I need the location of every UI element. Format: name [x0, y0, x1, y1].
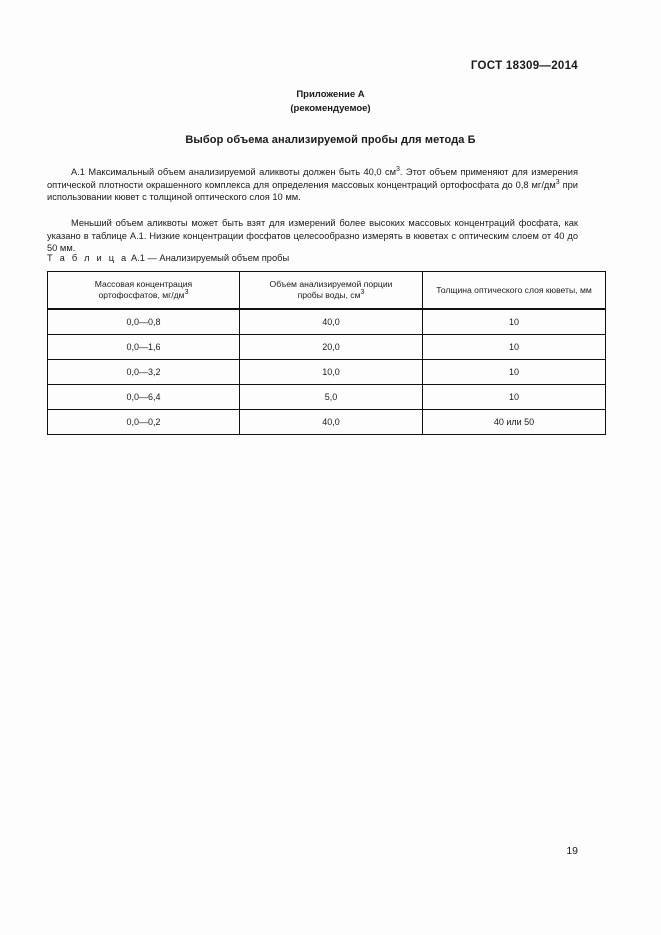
cell-concentration: 0,0—3,2 [48, 360, 240, 385]
page-number: 19 [566, 845, 578, 857]
paragraph-a1-note-text: Меньший объем аликвоты может быть взят для измерений более высоких массовых концентраций фосфата, как указано в таблице А.1. Низкие концентрации фосфатов целесообразно измерять в кюветах с оптическим слоем от 40 до 50 мм. [47, 218, 578, 254]
cell-concentration: 0,0—0,2 [48, 410, 240, 435]
standard-identifier-header: ГОСТ 18309—2014 [470, 60, 578, 72]
cell-volume: 10,0 [240, 360, 423, 385]
table-body [48, 309, 606, 435]
sample-volume-table [47, 271, 606, 435]
table-header-cell-thickness [423, 272, 606, 310]
table-row [48, 410, 606, 435]
header-concentration-superscript: 3 [184, 289, 189, 297]
cell-volume: 5,0 [240, 385, 423, 410]
cell-volume: 40,0 [240, 309, 423, 335]
table-row [48, 309, 606, 335]
table-caption-text: А.1 — Анализируемый объем пробы [130, 253, 290, 263]
paragraph-a1-segment-1: А.1 Максимальный объем анализируемой аликвоты должен быть 40,0 см [71, 167, 397, 177]
annex-title: Приложение А [296, 89, 365, 100]
table-header-cell-concentration [48, 272, 240, 310]
cell-volume: 20,0 [240, 335, 423, 360]
table-row [48, 385, 606, 410]
paragraph-a1-note [47, 217, 578, 255]
header-volume-line1: Объем анализируемой порции [269, 279, 393, 289]
header-volume-superscript: 3 [360, 289, 365, 297]
cell-volume: 40,0 [240, 410, 423, 435]
header-volume-line2: пробы воды, см [297, 290, 361, 300]
header-concentration-line2: ортофосфатов, мг/дм [98, 290, 185, 300]
cell-thickness: 10 [423, 309, 606, 335]
superscript-cubic-1: 3 [396, 165, 400, 173]
cell-thickness: 10 [423, 360, 606, 385]
paragraph-a1-text [47, 166, 578, 204]
table-header-row [48, 272, 606, 310]
annex-title-block [0, 88, 661, 116]
section-heading: Выбор объема анализируемой пробы для метода Б [185, 134, 476, 146]
paragraph-a1-segment-3: при использовании кювет с толщиной оптического слоя 10 мм. [47, 179, 578, 203]
table-row [48, 360, 606, 385]
table-header [48, 272, 606, 310]
cell-thickness: 10 [423, 335, 606, 360]
table-row [48, 335, 606, 360]
superscript-cubic-2: 3 [555, 178, 560, 186]
cell-concentration: 0,0—0,8 [48, 309, 240, 335]
table-caption [47, 253, 289, 263]
cell-thickness: 40 или 50 [423, 410, 606, 435]
annex-subtitle: (рекомендуемое) [290, 103, 371, 114]
table-caption-label: Т а б л и ц а [47, 253, 129, 263]
paragraph-a1 [47, 166, 578, 204]
cell-concentration: 0,0—6,4 [48, 385, 240, 410]
table-header-cell-volume [240, 272, 423, 310]
paragraph-a1-segment-2: . Этот объем применяют для измерения оптической плотности окрашенного комплекса для определения массовых концентраций ортофосфата до 0,8 мг/дм [47, 167, 578, 190]
cell-concentration: 0,0—1,6 [48, 335, 240, 360]
header-concentration-line1: Массовая концентрация [94, 279, 193, 289]
header-thickness-line1: Толщина оптического слоя кюветы, мм [436, 284, 592, 295]
cell-thickness: 10 [423, 385, 606, 410]
